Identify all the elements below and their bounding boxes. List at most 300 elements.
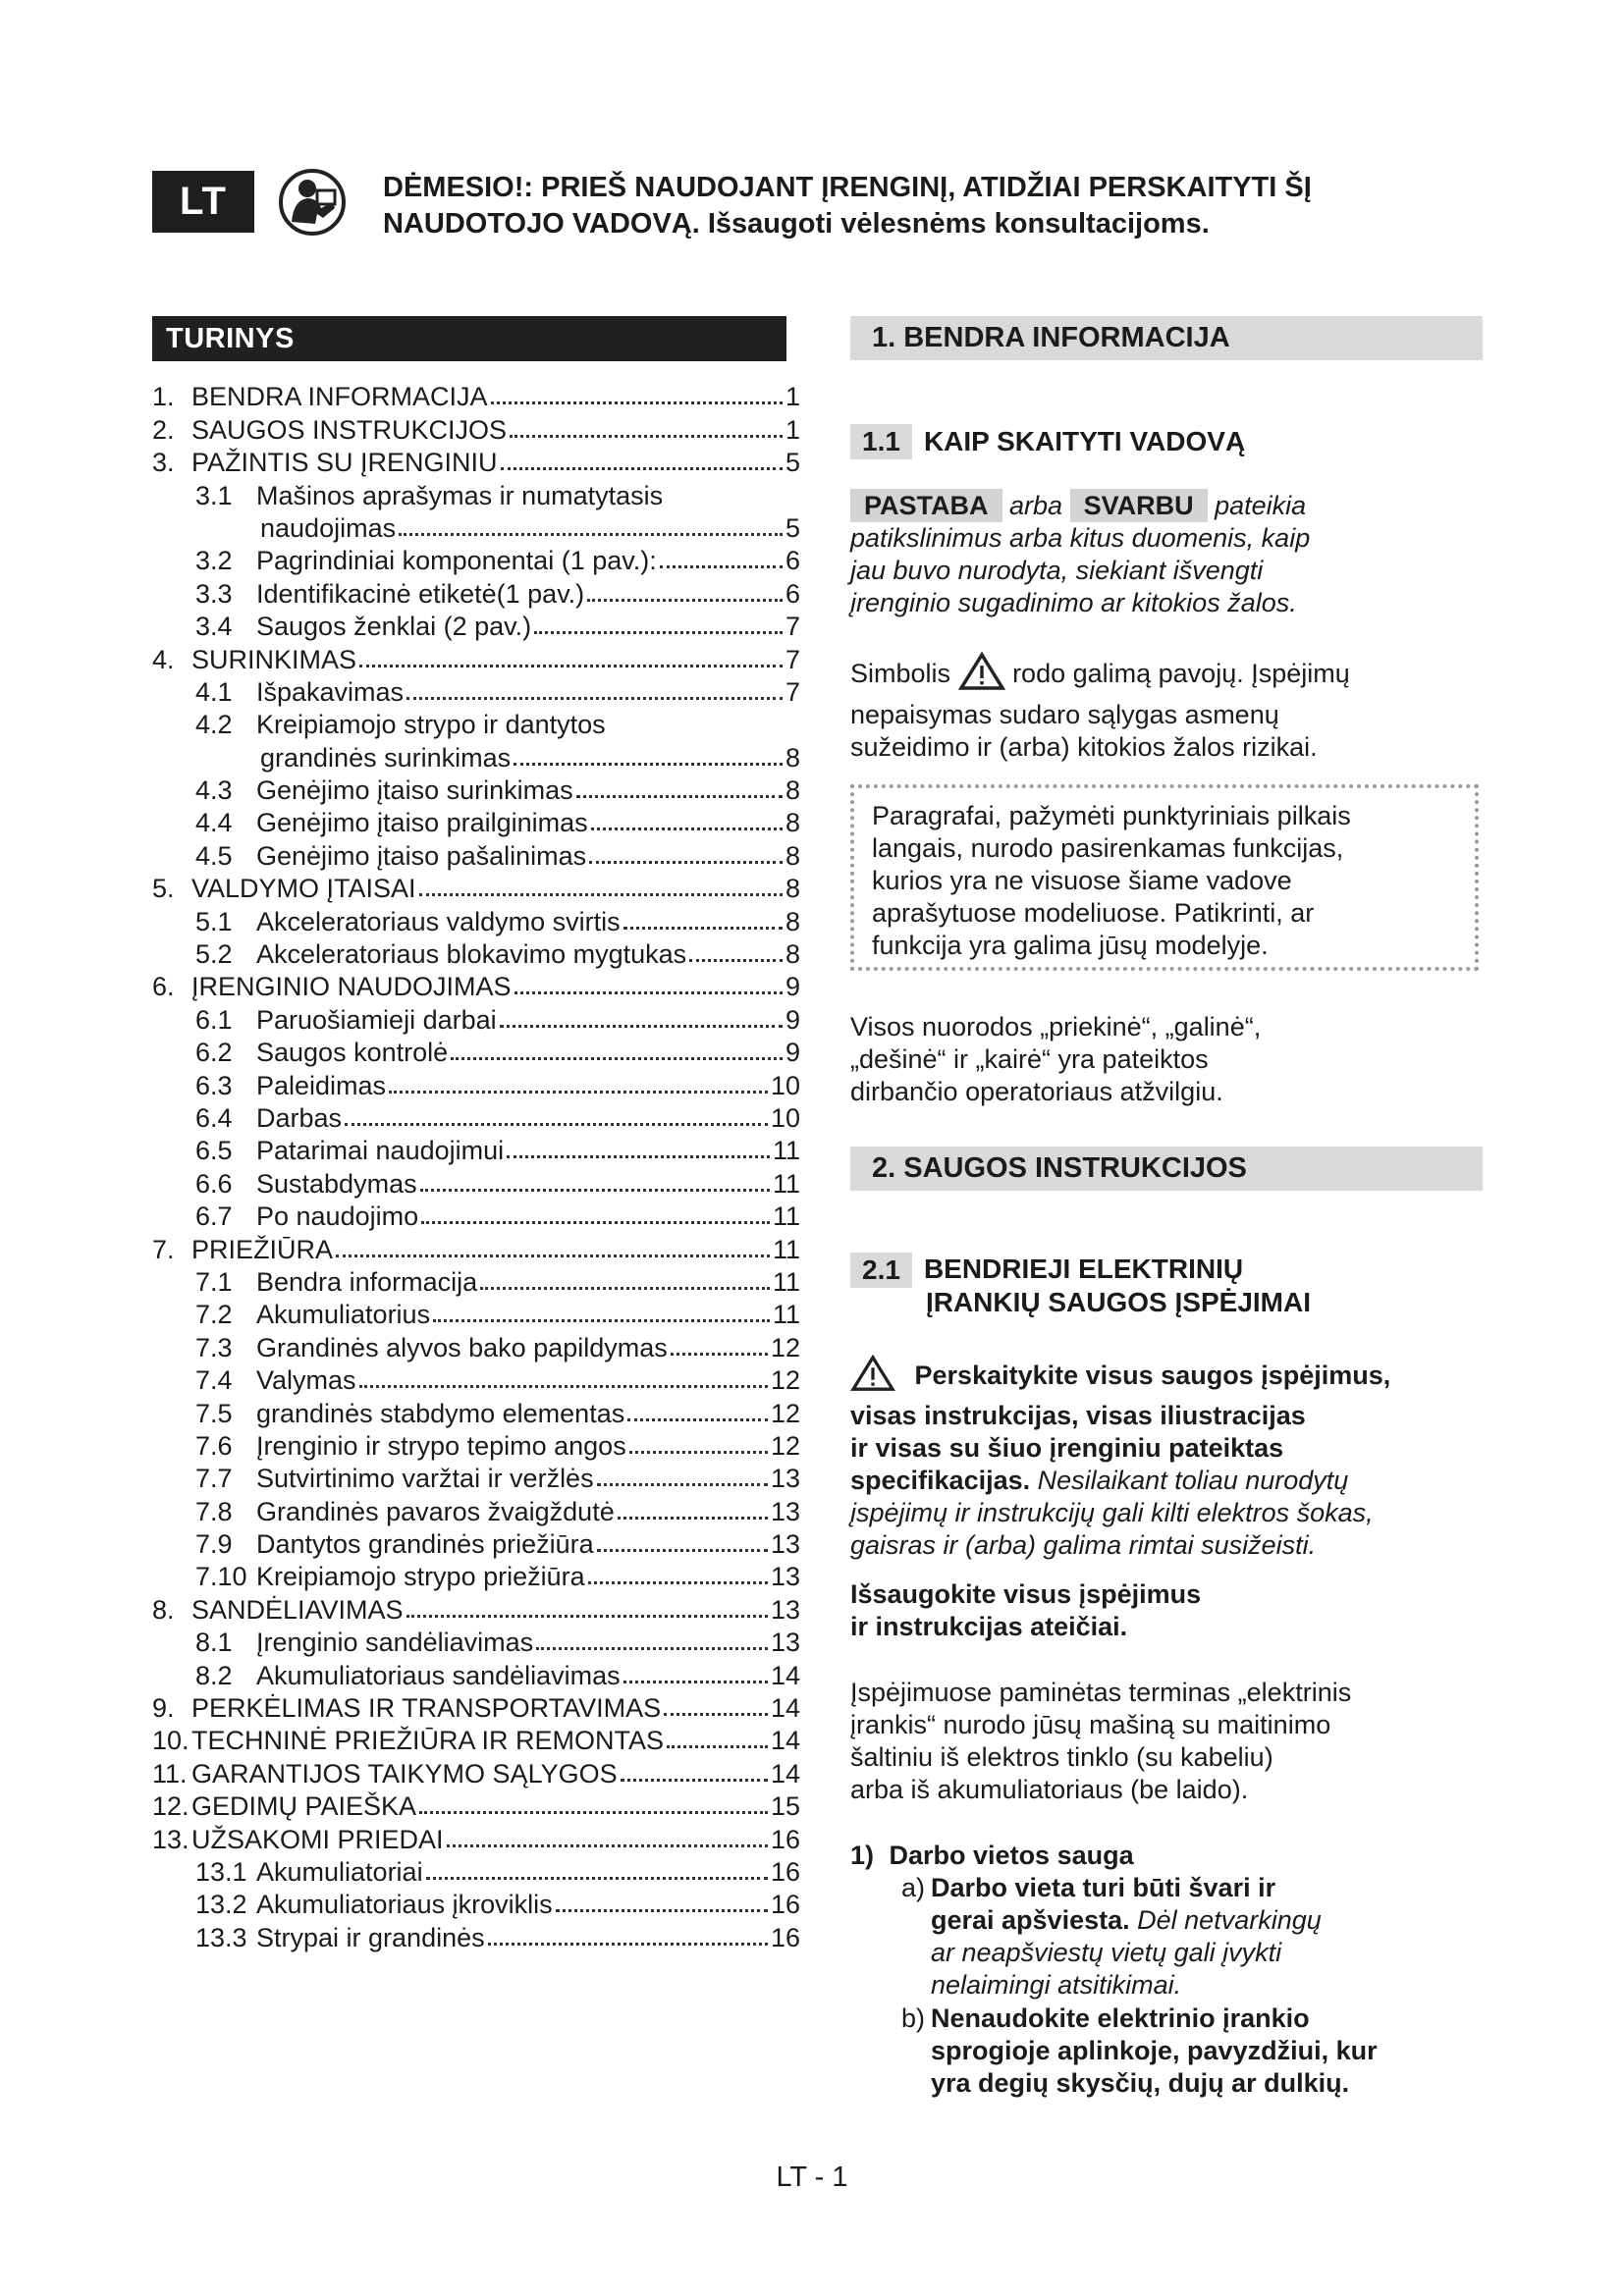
toc-page: 16 (770, 1890, 800, 1920)
toc-page: 11 (772, 1201, 800, 1232)
toc-number: 4.1 (195, 676, 233, 707)
toc-row (152, 575, 800, 608)
toc-title: Grandinės pavaros žvaigždutė (256, 1496, 615, 1526)
toc-number: 7.10 (195, 1562, 247, 1592)
note-text: įrenginio sugadinimo ar kitokios žalos. (850, 588, 1297, 617)
toc-page: 7 (785, 676, 800, 707)
toc-title: Sutvirtinimo varžtai ir veržlės (256, 1464, 594, 1494)
note-paragraph (850, 489, 1479, 619)
toc-row (152, 1428, 800, 1461)
toc-page: 6 (785, 546, 800, 576)
note-text: patikslinimus arba kitus duomenis, kaip (850, 523, 1311, 553)
toc-title: Įrenginio sandėliavimas (256, 1628, 534, 1658)
toc-number: 6.5 (195, 1136, 233, 1166)
warning-triangle-icon (958, 652, 1005, 699)
toc-page: 11 (772, 1136, 800, 1166)
list-item-1 (850, 1840, 1134, 1871)
subsection-title (924, 1253, 1311, 1319)
toc-row (152, 543, 800, 575)
toc-title: Akumuliatoriaus sandėliavimas (256, 1660, 621, 1690)
toc-title: GARANTIJOS TAIKYMO SĄLYGOS (191, 1758, 618, 1789)
toc-page: 6 (785, 578, 800, 609)
toc-page: 14 (770, 1660, 800, 1690)
box-line: funkcija yra galima jūsų modelyje. (872, 931, 1269, 960)
toc-title: Išpakavimas (256, 676, 405, 707)
toc-page: 8 (785, 808, 800, 838)
toc-number: 12. (152, 1791, 189, 1822)
toc-page: 15 (770, 1791, 800, 1822)
toc-page: 13 (770, 1496, 800, 1526)
toc-leader (660, 565, 783, 568)
toc-title: Akumuliatorius (256, 1300, 431, 1330)
toc-number: 6.7 (195, 1201, 233, 1232)
toc-page: 5 (785, 448, 800, 478)
toc-row (152, 1493, 800, 1525)
toc-title: Akumuliatoriai (256, 1856, 423, 1887)
toc-row (152, 609, 800, 641)
list-number: 1) (850, 1841, 875, 1870)
toc-title: Strypai ir grandinės (256, 1922, 485, 1952)
toc-row (152, 1526, 800, 1559)
toc-row (152, 1559, 800, 1591)
safety-warning-paragraph (850, 1355, 1479, 1562)
toc-title: Patarimai naudojimui (256, 1136, 505, 1166)
notice-bold: DĖMESIO!: PRIEŠ NAUDOJANT ĮRENGINĮ, ATIDŽIAI PERSKAITYTI ŠĮ NAUDOTOJO VADOVĄ. (383, 172, 1312, 240)
warning-triangle-icon (850, 1355, 895, 1400)
toc-page: 13 (770, 1594, 800, 1625)
toc-row (152, 411, 800, 444)
toc-page: 11 (772, 1234, 800, 1264)
list-item-b-bold: sprogioje aplinkoje, pavyzdžiui, kur (931, 2036, 1378, 2065)
toc-row (152, 1395, 800, 1427)
toc-number: 13. (152, 1824, 189, 1854)
pastaba-tag: PASTABA (850, 489, 1002, 522)
toc-number: 9. (152, 1693, 175, 1724)
toc-page: 7 (785, 612, 800, 642)
toc-page: 13 (770, 1562, 800, 1592)
toc-title: Bendra informacija (256, 1266, 478, 1297)
toc-title: Dantytos grandinės priežiūra (256, 1529, 594, 1560)
toc-page: 13 (770, 1628, 800, 1658)
toc-page: 12 (770, 1365, 800, 1396)
list-item-a-line (931, 1904, 1322, 1936)
direction-line: Visos nuorodos „priekinė“, „galinė“, (850, 1012, 1262, 1041)
toc-row (152, 1755, 800, 1788)
warning-bold: visas instrukcijas, visas iliustracijas (850, 1401, 1306, 1430)
warning-italic: Nesilaikant toliau nurodytų (1037, 1466, 1349, 1495)
toc-number: 4.2 (195, 710, 233, 740)
toc-leader (536, 1647, 768, 1650)
toc-title: Paruošiamieji darbai (256, 1004, 497, 1035)
list-item-b-bold: Nenaudokite elektrinio įrankio (931, 2003, 1310, 2033)
list-item-a-bold: Darbo vieta turi būti švari ir (931, 1873, 1276, 1902)
toc-row (152, 805, 800, 837)
toc-page: 8 (785, 906, 800, 936)
toc-title: SURINKIMAS (191, 644, 357, 674)
toc-title: Genėjimo įtaiso prailginimas (256, 808, 588, 838)
toc-leader (359, 665, 783, 667)
toc-leader (629, 1451, 768, 1454)
toc-number: 4.3 (195, 775, 233, 806)
toc-page: 1 (785, 414, 800, 445)
toc-row (152, 1690, 800, 1723)
toc-number: 5.1 (195, 906, 233, 936)
toc-row (152, 1854, 800, 1887)
toc-leader (510, 435, 783, 438)
toc-leader (621, 1779, 768, 1782)
toc-number: 13.3 (195, 1922, 247, 1952)
subsection-title-line: ĮRANKIŲ SAUGOS ĮSPĖJIMAI (925, 1287, 1311, 1317)
toc-leader (576, 795, 783, 798)
toc-leader (421, 1221, 770, 1224)
symbol-text: nepaisymas sudaro sąlygas asmenų (850, 700, 1279, 729)
toc-title: SAUGOS INSTRUKCIJOS (191, 414, 508, 445)
list-title: Darbo vietos sauga (889, 1841, 1134, 1870)
svarbu-tag: SVARBU (1070, 489, 1208, 522)
toc-leader (419, 1811, 768, 1814)
toc-row (152, 1887, 800, 1919)
toc-row (152, 1591, 800, 1624)
toc-title: Valymas (256, 1365, 356, 1396)
toc-leader (420, 1189, 770, 1192)
toc-page: 12 (770, 1430, 800, 1461)
toc-leader (359, 1385, 768, 1388)
toc-row (152, 641, 800, 673)
toc-title: Genėjimo įtaiso pašalinimas (256, 840, 587, 871)
toc-leader (597, 1483, 768, 1486)
toc-row (152, 1231, 800, 1263)
toc-page: 8 (785, 874, 800, 904)
term-paragraph (850, 1677, 1479, 1806)
toc-number: 8.2 (195, 1660, 233, 1690)
notice-rest: Išsaugoti vėlesnėms konsultacijoms. (707, 208, 1210, 240)
toc-number: 5. (152, 874, 175, 904)
toc-number: 6.4 (195, 1102, 233, 1133)
toc-number: 13.1 (195, 1856, 247, 1887)
list-item-a-italic: ar neapšviestų vietų gali įvykti (931, 1938, 1282, 1967)
read-manual-icon (278, 169, 347, 236)
warning-bold: Perskaitykite visus saugos įspėjimus, (914, 1361, 1391, 1391)
toc-page: 13 (770, 1529, 800, 1560)
toc-row (152, 1657, 800, 1689)
toc-title: Identifikacinė etiketė(1 pav.) (256, 578, 585, 609)
toc-row (152, 379, 800, 411)
toc-number: 7.9 (195, 1529, 233, 1560)
toc-title: Genėjimo įtaiso surinkimas (256, 775, 573, 806)
toc-number: 4.4 (195, 808, 233, 838)
toc-page: 8 (785, 742, 800, 773)
toc-leader (507, 1155, 770, 1158)
toc-leader (480, 1287, 770, 1290)
box-line: aprašytuose modeliuose. Patikrinti, ar (872, 898, 1315, 928)
toc-number: 3.1 (195, 480, 233, 510)
warning-italic: gaisras ir (arba) galima rimtai susižeisti. (850, 1530, 1317, 1560)
toc-number: 13.2 (195, 1890, 247, 1920)
toc-row (152, 1100, 800, 1133)
toc-leader (336, 1255, 770, 1257)
toc-leader (618, 1517, 768, 1520)
warning-bold: ir visas su šiuo įrenginiu pateiktas (850, 1433, 1284, 1463)
toc-page: 12 (770, 1332, 800, 1362)
toc-number: 3. (152, 448, 175, 478)
toc-leader (488, 1943, 768, 1946)
toc-row (152, 1297, 800, 1329)
toc-number: 4.5 (195, 840, 233, 871)
toc-page: 9 (785, 972, 800, 1002)
toc-leader (689, 959, 783, 962)
toc-row (152, 837, 800, 870)
toc-number: 3.4 (195, 612, 233, 642)
toc-title: BENDRA INFORMACIJA (191, 382, 488, 412)
symbol-text: rodo galimą pavojų. Įspėjimų (1012, 659, 1350, 689)
toc-number: 6.6 (195, 1168, 233, 1199)
toc-number: 7.4 (195, 1365, 233, 1396)
toc-leader (534, 631, 783, 634)
or-word: arba (1009, 491, 1063, 520)
toc-title: ĮRENGINIO NAUDOJIMAS (191, 972, 512, 1002)
toc-leader (389, 1091, 768, 1094)
box-line: kurios yra ne visuose šiame vadove (872, 866, 1292, 895)
toc-leader (447, 1844, 768, 1847)
term-line: šaltiniu iš elektros tinklo (su kabeliu) (850, 1742, 1273, 1772)
subsection-title-line: BENDRIEJI ELEKTRINIŲ (923, 1254, 1244, 1284)
toc-leader (491, 401, 783, 404)
toc-leader (623, 1681, 768, 1683)
toc-leader (426, 1877, 768, 1880)
toc-number: 3.2 (195, 546, 233, 576)
toc-leader (591, 828, 783, 830)
note-text: pateikia (1215, 491, 1307, 520)
toc-row (152, 1001, 800, 1034)
toc-row (152, 510, 800, 543)
warning-italic: įspėjimų ir instrukcijų gali kilti elektros šokas, (850, 1498, 1374, 1527)
toc-page: 11 (772, 1300, 800, 1330)
subsection-1-1-heading (850, 424, 1245, 459)
toc-page: 14 (770, 1693, 800, 1724)
toc-title: Mašinos aprašymas ir numatytasis (256, 480, 664, 510)
toc-number: 4. (152, 644, 175, 674)
toc-number: 6.3 (195, 1070, 233, 1100)
toc-leader (406, 1615, 768, 1618)
toc-title: Pagrindiniai komponentai (1 pav.): (256, 546, 657, 576)
toc-page: 16 (770, 1824, 800, 1854)
toc-number: 7.6 (195, 1430, 233, 1461)
toc-title: PERKĖLIMAS IR TRANSPORTAVIMAS (191, 1693, 662, 1724)
table-of-contents (152, 379, 800, 1952)
toc-title: Akceleratoriaus blokavimo mygtukas (256, 939, 687, 970)
term-line: įrankis“ nurodo jūsų mašiną su maitinimo (850, 1710, 1331, 1739)
toc-leader (501, 467, 783, 470)
toc-row (152, 707, 800, 739)
toc-title: PRIEŽIŪRA (191, 1234, 334, 1264)
toc-title: Darbas (256, 1102, 343, 1133)
toc-page: 11 (772, 1266, 800, 1297)
toc-number: 7.7 (195, 1464, 233, 1494)
box-line: Paragrafai, pažymėti punktyriniais pilkais (872, 801, 1351, 830)
toc-page: 16 (770, 1856, 800, 1887)
toc-leader (419, 893, 783, 896)
toc-row (152, 1199, 800, 1231)
keep-line: ir instrukcijas ateičiai. (850, 1612, 1128, 1641)
toc-number: 7.1 (195, 1266, 233, 1297)
toc-leader (433, 1319, 770, 1322)
toc-row (152, 1035, 800, 1067)
language-badge: LT (152, 171, 254, 233)
toc-number: 6.1 (195, 1004, 233, 1035)
section-2-heading: 2. SAUGOS INSTRUKCIJOS (850, 1147, 1483, 1191)
subsection-number: 1.1 (850, 424, 912, 459)
keep-line: Išsaugokite visus įspėjimus (850, 1579, 1202, 1609)
toc-leader (623, 927, 783, 930)
symbol-paragraph (850, 652, 1479, 764)
list-item-b-bold: yra degių skysčių, dujų ar dulkių. (931, 2068, 1350, 2098)
toc-page: 11 (772, 1168, 800, 1199)
toc-number: 7.5 (195, 1398, 233, 1428)
toc-row (152, 1723, 800, 1755)
toc-heading: TURINYS (152, 316, 786, 361)
subsection-title: KAIP SKAITYTI VADOVĄ (923, 426, 1246, 456)
toc-number: 6. (152, 972, 175, 1002)
toc-title: Saugos kontrolė (256, 1038, 449, 1068)
toc-row (152, 739, 800, 772)
toc-page: 1 (785, 382, 800, 412)
toc-leader (399, 533, 783, 536)
toc-number: 7.8 (195, 1496, 233, 1526)
toc-leader (667, 1745, 768, 1748)
toc-leader (514, 763, 783, 766)
toc-page: 16 (770, 1922, 800, 1952)
toc-number: 8.1 (195, 1628, 233, 1658)
toc-page: 9 (785, 1038, 800, 1068)
list-item-a-italic: Dėl netvarkingų (1137, 1905, 1322, 1935)
list-item-a-bold: gerai apšviesta. (931, 1905, 1130, 1935)
toc-leader (664, 1713, 768, 1716)
toc-row (152, 1133, 800, 1165)
optional-feature-box (850, 784, 1479, 971)
toc-leader (671, 1353, 768, 1356)
toc-leader (627, 1418, 768, 1421)
toc-row (152, 674, 800, 707)
toc-row (152, 871, 800, 903)
toc-number: 7.3 (195, 1332, 233, 1362)
toc-page: 5 (785, 512, 800, 543)
toc-title: Sustabdymas (256, 1168, 417, 1199)
keep-instructions (850, 1578, 1479, 1643)
term-line: Įspėjimuose paminėtas terminas „elektrinis (850, 1678, 1352, 1707)
box-line: langais, nurodo pasirenkamas funkcijas, (872, 833, 1344, 863)
toc-title: Kreipiamojo strypo priežiūra (256, 1562, 585, 1592)
toc-number: 10. (152, 1726, 189, 1756)
toc-number: 1. (152, 382, 175, 412)
toc-title: Po naudojimo (256, 1201, 419, 1232)
toc-row (152, 1264, 800, 1297)
toc-row (152, 936, 800, 969)
toc-number: 3.3 (195, 578, 233, 609)
toc-leader (588, 1581, 768, 1584)
toc-row (152, 1165, 800, 1198)
toc-number: 7. (152, 1234, 175, 1264)
toc-title: grandinės surinkimas (260, 742, 512, 773)
toc-title: Akumuliatoriaus įkroviklis (256, 1890, 553, 1920)
toc-page: 10 (770, 1102, 800, 1133)
toc-title: SANDĖLIAVIMAS (191, 1594, 404, 1625)
toc-leader (500, 1025, 783, 1028)
toc-row (152, 1067, 800, 1099)
attention-notice (383, 170, 1345, 242)
toc-leader (589, 861, 783, 864)
toc-title: Kreipiamojo strypo ir dantytos (256, 710, 606, 740)
toc-number: 7.2 (195, 1300, 233, 1330)
toc-title: Įrenginio ir strypo tepimo angos (256, 1430, 626, 1461)
toc-page: 13 (770, 1464, 800, 1494)
toc-row (152, 477, 800, 509)
toc-title: Saugos ženklai (2 pav.) (256, 612, 532, 642)
toc-page: 8 (785, 840, 800, 871)
subsection-number: 2.1 (850, 1253, 912, 1288)
toc-page: 7 (785, 644, 800, 674)
toc-title: Grandinės alyvos bako papildymas (256, 1332, 668, 1362)
toc-leader (345, 1123, 768, 1126)
subsection-2-1-heading (850, 1253, 1311, 1319)
toc-page: 8 (785, 939, 800, 970)
toc-page: 10 (770, 1070, 800, 1100)
toc-title: PAŽINTIS SU ĮRENGINIU (191, 448, 498, 478)
list-item-a-italic: nelaimingi atsitikimai. (931, 1970, 1182, 2000)
symbol-text: Simbolis (850, 659, 951, 689)
toc-title: naudojimas (260, 512, 397, 543)
toc-leader (587, 599, 783, 602)
warning-bold: specifikacijas. (850, 1466, 1031, 1495)
toc-title: TECHNINĖ PRIEŽIŪRA IR REMONTAS (191, 1726, 665, 1756)
toc-page: 12 (770, 1398, 800, 1428)
toc-leader (451, 1057, 783, 1060)
toc-leader (556, 1909, 768, 1912)
toc-page: 14 (770, 1758, 800, 1789)
toc-number: 5.2 (195, 939, 233, 970)
toc-number: 11. (152, 1758, 188, 1789)
toc-title: Paleidimas (256, 1070, 387, 1100)
toc-leader (597, 1549, 768, 1552)
direction-line: „dešinė“ ir „kairė“ yra pateiktos (850, 1044, 1209, 1074)
section-1-heading: 1. BENDRA INFORMACIJA (850, 316, 1483, 360)
list-item-a-label: a) (901, 1873, 926, 1902)
toc-row (152, 1329, 800, 1362)
toc-title: UŽSAKOMI PRIEDAI (191, 1824, 444, 1854)
toc-row (152, 445, 800, 477)
toc-number: 2. (152, 414, 175, 445)
toc-leader (406, 697, 783, 700)
list-item-b-label: b) (901, 2003, 926, 2033)
toc-row (152, 773, 800, 805)
toc-leader (514, 991, 783, 994)
toc-row (152, 1821, 800, 1853)
page-number: LT - 1 (776, 2162, 848, 2193)
term-line: arba iš akumuliatoriaus (be laido). (850, 1775, 1249, 1804)
toc-page: 9 (785, 1004, 800, 1035)
direction-line: dirbančio operatoriaus atžvilgiu. (850, 1077, 1223, 1106)
note-text: jau buvo nurodyta, siekiant išvengti (850, 556, 1264, 585)
toc-title: grandinės stabdymo elementas (256, 1398, 625, 1428)
toc-number: 6.2 (195, 1038, 233, 1068)
toc-row (152, 1789, 800, 1821)
toc-number: 8. (152, 1594, 175, 1625)
toc-page: 14 (770, 1726, 800, 1756)
toc-title: VALDYMO ĮTAISAI (191, 874, 416, 904)
toc-title: Akceleratoriaus valdymo svirtis (256, 906, 621, 936)
direction-paragraph (850, 1011, 1479, 1108)
toc-row (152, 1362, 800, 1395)
toc-row (152, 1919, 800, 1951)
